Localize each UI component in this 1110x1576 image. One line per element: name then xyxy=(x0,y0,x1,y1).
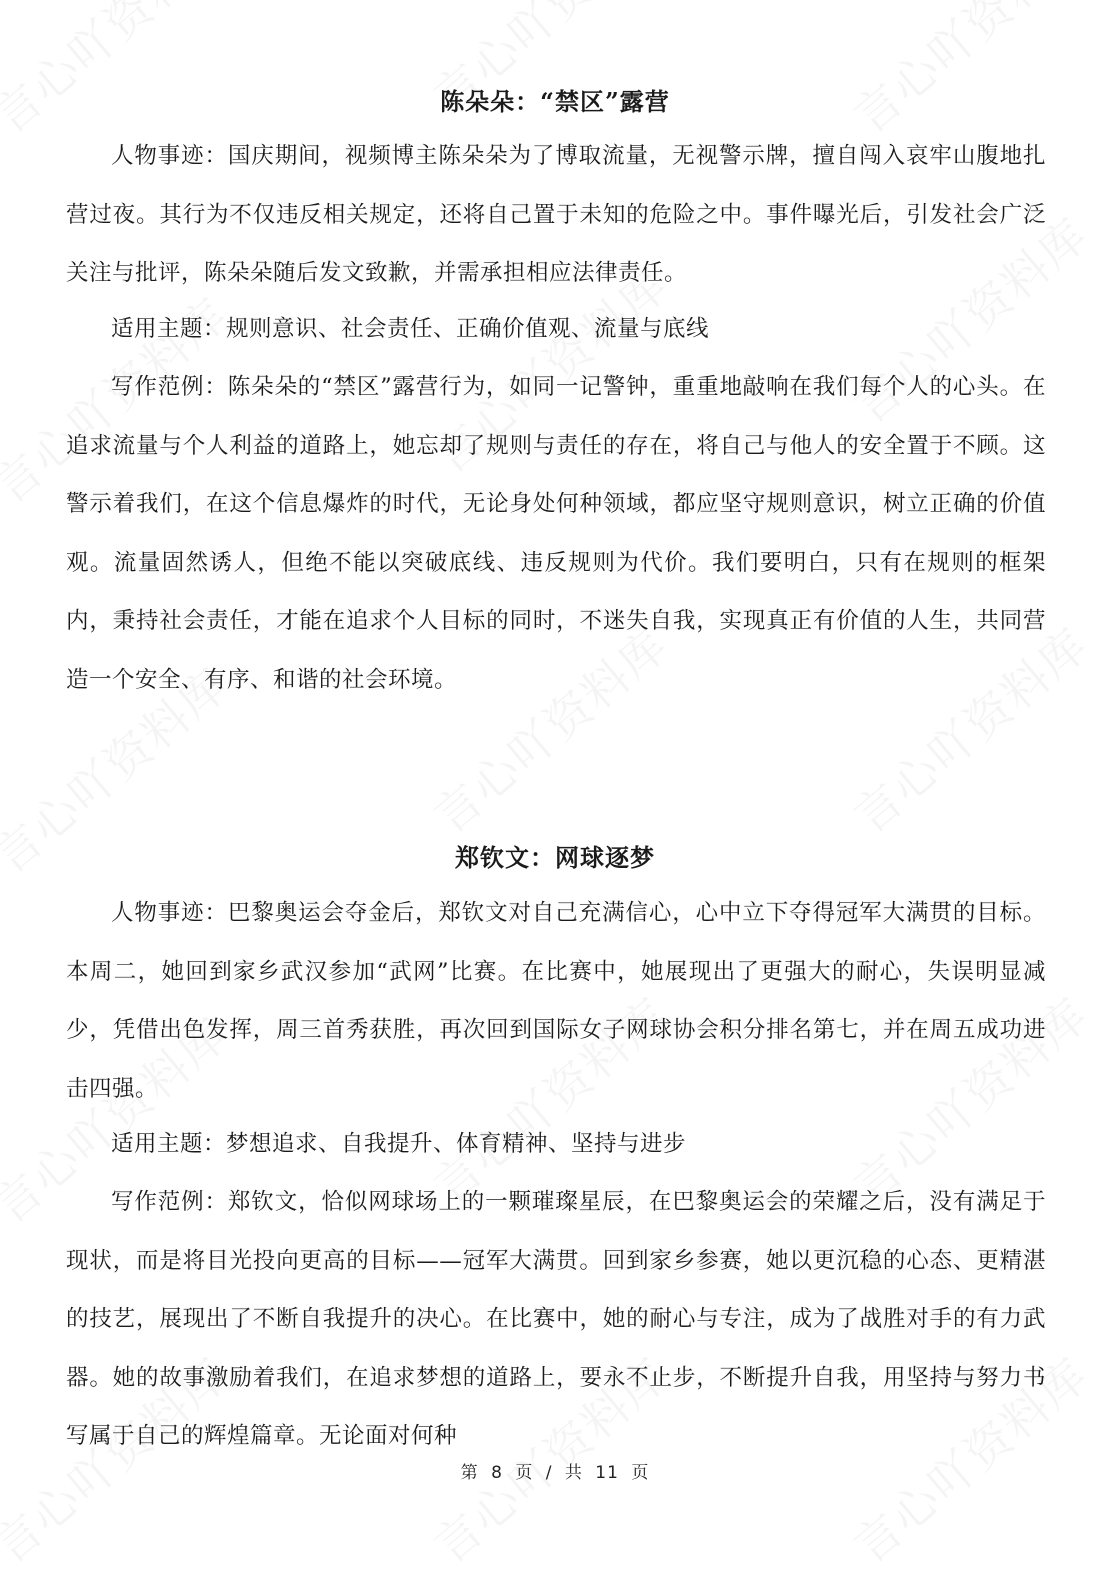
example-text: 郑钦文，恰似网球场上的一颗璀璨星辰，在巴黎奥运会的荣耀之后，没有满足于现状，而是将目光投向更高的目标——冠军大满贯。回到家乡参赛，她以更沉稳的心态、更精湛的技艺，展现出了不断自我提升的决心。在比赛中，她的耐心与专注，成为了战胜对手的有力武器。她的故事激励着我们，在追求梦想的道路上，要永不止步，不断提升自我，用坚持与努力书写属于自己的辉煌篇章。无论面对何种 xyxy=(66,1189,1046,1450)
deeds-paragraph xyxy=(66,127,1046,303)
example-text: 陈朵朵的“禁区”露营行为，如同一记警钟，重重地敲响在我们每个人的心头。在追求流量与个人利益的道路上，她忘却了规则与责任的存在，将自己与他人的安全置于不顾。这警示着我们，在这个信息爆炸的时代，无论身处何种领域，都应坚守规则意识，树立正确的价值观。流量固然诱人，但绝不能以突破底线、违反规则为代价。我们要明白，只有在规则的框架内，秉持社会责任，才能在追求个人目标的同时，不迷失自我，实现真正有价值的人生，共同营造一个安全、有序、和谐的社会环境。 xyxy=(66,374,1046,693)
themes-label: 适用主题： xyxy=(111,1131,227,1157)
footer-total-prefix: 共 xyxy=(564,1463,583,1483)
page-footer xyxy=(0,1458,1110,1483)
deeds-paragraph xyxy=(66,884,1046,1118)
section-title: 陈朵朵：“禁区”露营 xyxy=(440,87,670,116)
themes-text: 规则意识、社会责任、正确价值观、流量与底线 xyxy=(226,316,710,342)
total-pages-number: 11 xyxy=(595,1463,619,1483)
deeds-label: 人物事迹： xyxy=(111,143,228,169)
themes-label: 适用主题： xyxy=(111,316,227,342)
example-paragraph xyxy=(66,1173,1046,1466)
deeds-label: 人物事迹： xyxy=(111,900,228,926)
themes-paragraph xyxy=(66,300,1046,359)
footer-separator: / xyxy=(545,1463,553,1483)
footer-page-word: 页 xyxy=(515,1463,534,1483)
footer-prefix: 第 xyxy=(460,1463,479,1483)
footer-total-suffix: 页 xyxy=(631,1463,650,1483)
current-page-number: 8 xyxy=(491,1463,503,1483)
deeds-text: 巴黎奥运会夺金后，郑钦文对自己充满信心，心中立下夺得冠军大满贯的目标。本周二，她回到家乡武汉参加“武网”比赛。在比赛中，她展现出了更强大的耐心，失误明显减少，凭借出色发挥，周三首秀获胜，再次回到国际女子网球协会积分排名第七，并在周五成功进击四强。 xyxy=(66,900,1046,1102)
themes-text: 梦想追求、自我提升、体育精神、坚持与进步 xyxy=(226,1131,687,1157)
example-paragraph xyxy=(66,358,1046,710)
example-label: 写作范例： xyxy=(111,1189,228,1215)
deeds-text: 国庆期间，视频博主陈朵朵为了博取流量，无视警示牌，擅自闯入哀牢山腹地扎营过夜。其行为不仅违反相关规定，还将自己置于未知的危险之中。事件曝光后，引发社会广泛关注与批评，陈朵朵随后发文致歉，并需承担相应法律责任。 xyxy=(66,143,1046,287)
example-label: 写作范例： xyxy=(111,374,228,400)
section-title: 郑钦文：网球逐梦 xyxy=(455,843,655,872)
themes-paragraph xyxy=(66,1115,1046,1174)
